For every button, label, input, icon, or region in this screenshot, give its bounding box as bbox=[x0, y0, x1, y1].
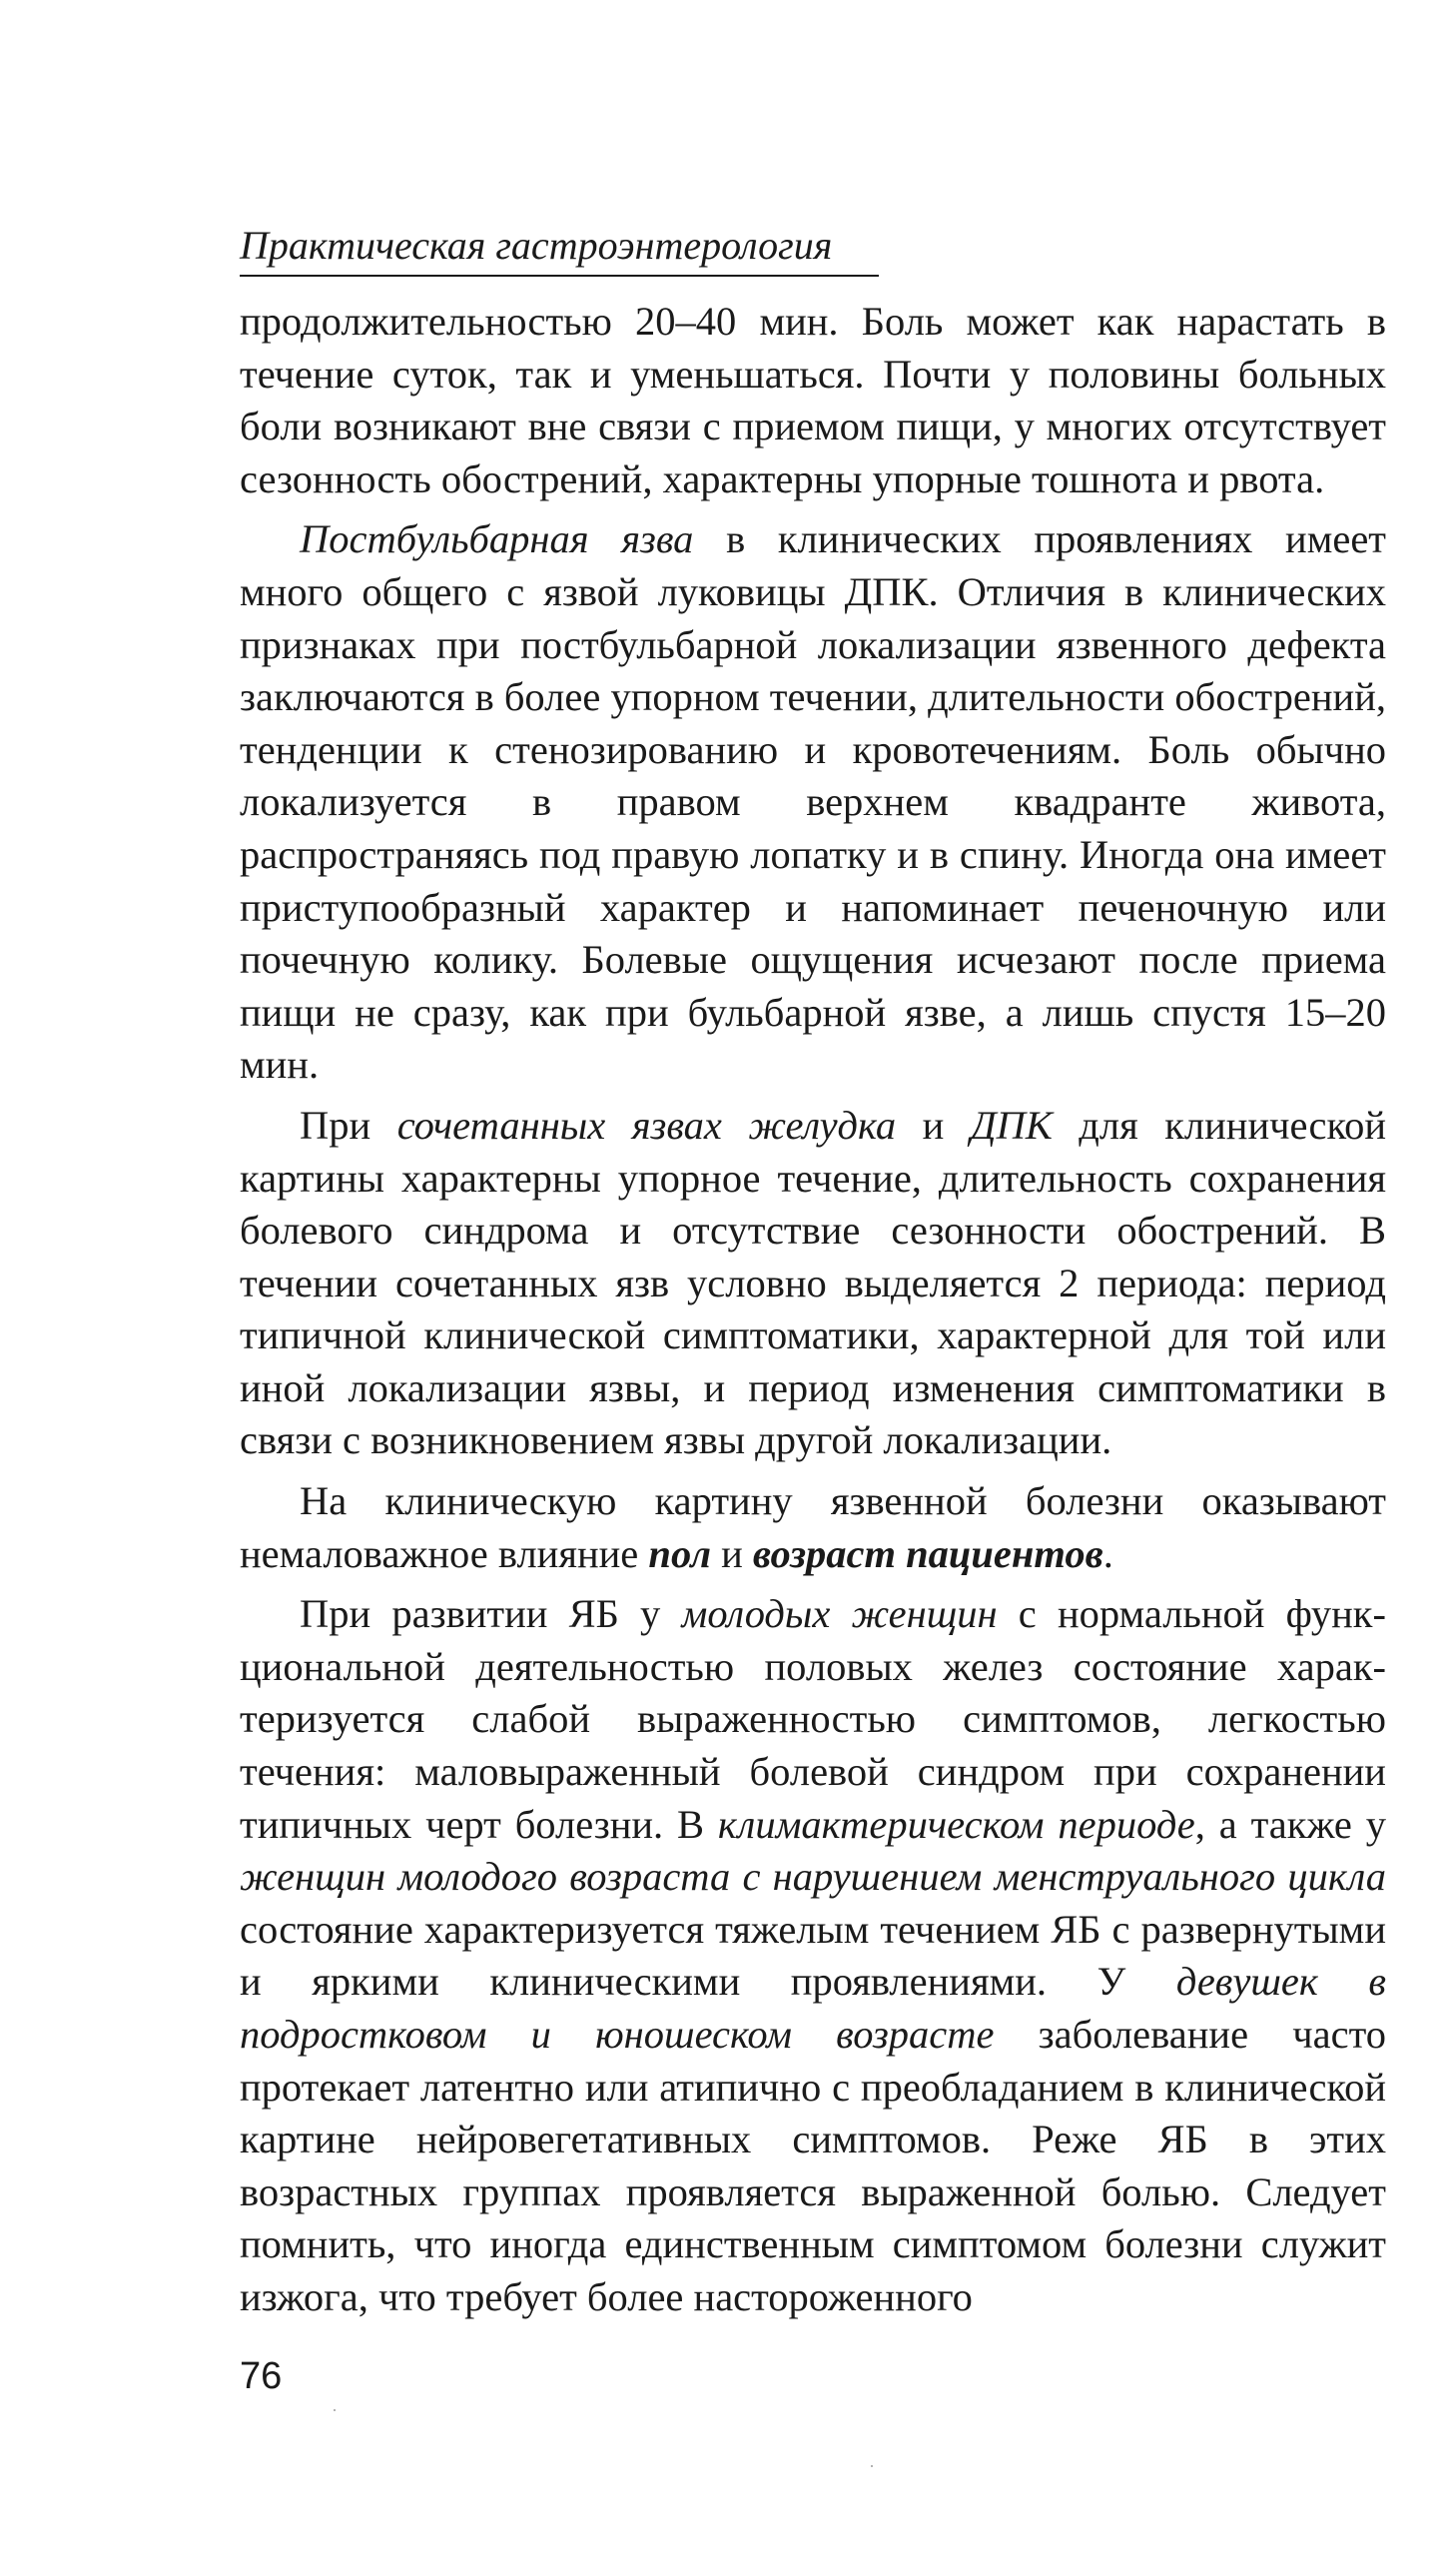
term-adolescent-girls: девушек в подростковом и юношеском возрасте bbox=[240, 1959, 1387, 2057]
term-patient-age: возраст пациентов bbox=[752, 1530, 1103, 1576]
term-dpk: ДПК bbox=[970, 1102, 1053, 1148]
scan-speck bbox=[334, 2409, 336, 2411]
paragraph-4 bbox=[240, 1475, 1386, 1580]
paragraph-5-text-1: с нормальной функциональной деятельностью половых желез состояние характеризуется слабой выраженностью симптомов, легкостью течения: маловыраженный болевой синдром при сохранении типичных черт болезни. В bbox=[240, 1591, 1386, 1847]
paragraph-5-text-3: состояние характеризуется тяжелым течением ЯБ с развернутыми и яркими клиническими проявлениями. У bbox=[240, 1906, 1386, 2005]
paragraph-3-text: для клинической картины характерны упорное течение, длительность сохранения болевого синдрома и отсутствие сезонности обострений. В течении сочетанных язв условно выделяется 2 периода: период типичной клинической симптоматики, характерной для той или иной локализации язвы, и период изменения симптоматики в связи с возникновением язвы другой локализации. bbox=[240, 1102, 1386, 1463]
paragraph-4-conj: и bbox=[710, 1530, 753, 1576]
term-postbulbar-ulcer: Постбульбарная язва bbox=[300, 516, 694, 562]
body-text bbox=[240, 296, 1386, 2324]
scan-speck bbox=[871, 2465, 873, 2467]
running-head-rule bbox=[240, 275, 879, 277]
term-young-women-menstrual: женщин молодого возраста с нарушением менструального цикла bbox=[240, 1854, 1386, 1900]
paragraph-5-text-2: , а также у bbox=[1194, 1801, 1386, 1847]
running-head: Практическая гастроэнтерология bbox=[240, 223, 833, 268]
term-young-women: молодых женщин bbox=[681, 1591, 998, 1637]
paragraph-3-lead: При bbox=[300, 1102, 397, 1148]
paragraph-2-text: в клинических проявлениях имеет много общего с язвой луковицы ДПК. Отличия в клинических признаках при постбульбарной локализации язвенного дефекта заключаются в более упорном течении, длительности обострений, тенденции к стенозированию и кровотечениям. Боль обычно локализуется в правом верхнем квадранте живота, распространяясь под правую лопатку и в спину. Иногда она имеет приступообразный характер и напоминает печеночную или почечную колику. Болевые ощущения исчезают после приема пищи не сразу, как при бульбарной язве, а лишь спустя 15–20 мин. bbox=[240, 516, 1386, 1088]
paragraph-2 bbox=[240, 513, 1386, 1092]
term-sex: пол bbox=[648, 1530, 711, 1576]
page-number: 76 bbox=[240, 2355, 283, 2397]
paragraph-5-text-4: заболевание часто протекает латентно или атипично с преобладанием в клинической картине нейровегетативных симптомов. Реже ЯБ в этих возрастных группах проявляется выраженной болью. Следует помнить, что иногда единственным симптомом болезни служит изжога, что требует более настороженного bbox=[240, 2012, 1386, 2319]
paragraph-1-text: продолжительностью 20–40 мин. Боль может как нарастать в течение суток, так и уменьшаться. Почти у половины больных боли возникают вне связи с приемом пищи, у многих отсутствует сезонность обострений, характерны упорные тошнота и рвота. bbox=[240, 299, 1386, 501]
paragraph-4-end: . bbox=[1102, 1530, 1113, 1576]
paragraph-5-lead: При развитии ЯБ у bbox=[300, 1591, 682, 1637]
paragraph-3 bbox=[240, 1100, 1386, 1467]
term-combined-ulcers: сочетанных язвах желудка bbox=[396, 1102, 897, 1148]
term-climacteric-period: климактерическом периоде bbox=[717, 1801, 1195, 1847]
paragraph-3-conj: и bbox=[896, 1102, 971, 1148]
paragraph-4-lead: На клиническую картину язвенной болезни оказывают немаловажное влияние bbox=[240, 1478, 1386, 1576]
paragraph-1 bbox=[240, 296, 1386, 505]
paragraph-5 bbox=[240, 1588, 1386, 2323]
